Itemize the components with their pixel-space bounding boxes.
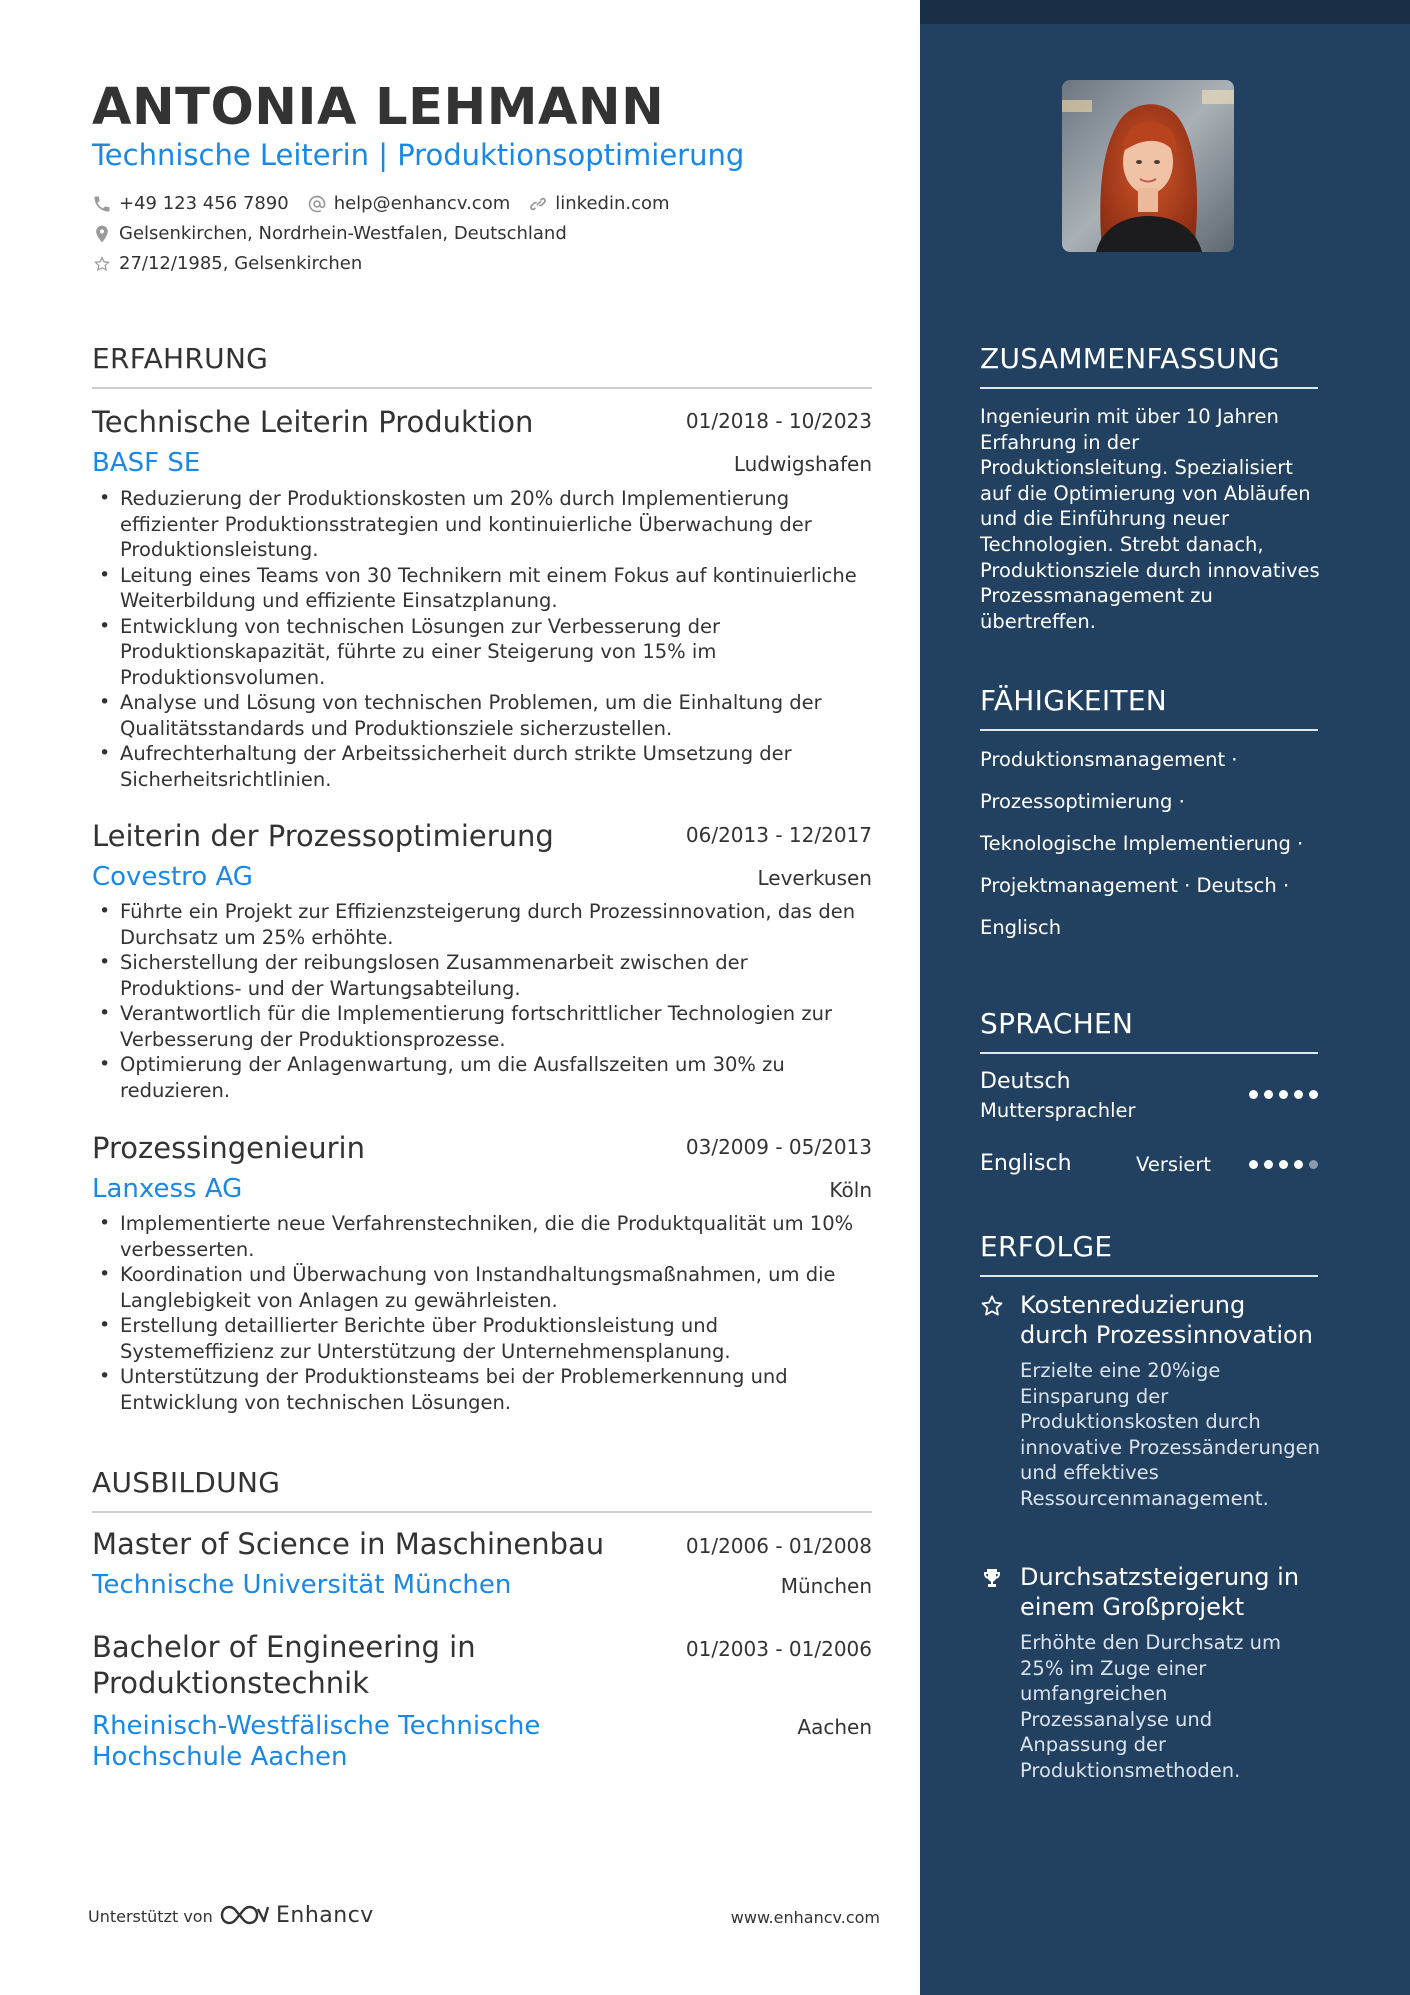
location-pin-icon — [92, 224, 112, 244]
skills-line: Englisch — [980, 916, 1062, 939]
rating-dot-filled — [1294, 1090, 1303, 1099]
job-company: Covestro AG — [92, 862, 253, 892]
skills-line: Teknologische Implementierung · — [980, 832, 1304, 855]
skills-line: Prozessoptimierung · — [980, 790, 1185, 813]
job-bullets — [92, 1211, 872, 1415]
sidebar-top-bar — [920, 0, 1410, 24]
education-title: AUSBILDUNG — [92, 1466, 281, 1499]
sidebar — [920, 0, 1410, 1995]
experience-title: ERFAHRUNG — [92, 342, 269, 375]
bullet-item: • Verantwortlich für die Implementierung fortschrittlicher Technologien zur Verbesserung der Produktionsprozesse. — [92, 1001, 872, 1052]
school-name-line-1: Rheinisch-Westfälische Technische — [92, 1711, 541, 1741]
bullet-item: • Aufrechterhaltung der Arbeitssicherheit durch strikte Umsetzung der Sicherheitsrichtlinien. — [92, 741, 872, 792]
job-dates: 03/2009 - 05/2013 — [685, 1135, 872, 1159]
footer-website[interactable]: www.enhancv.com — [730, 1908, 880, 1927]
enhancv-logo-icon — [218, 1900, 270, 1930]
rating-dot-filled — [1279, 1090, 1288, 1099]
job-bullets — [92, 899, 872, 1103]
location-text: Gelsenkirchen, Nordrhein-Westfalen, Deutschland — [119, 223, 567, 244]
summary-divider — [980, 387, 1318, 389]
contact-linkedin[interactable] — [528, 193, 669, 214]
achievements-title: ERFOLGE — [980, 1230, 1113, 1263]
powered-by-text: Unterstützt von — [88, 1907, 213, 1926]
rating-dot-filled — [1294, 1160, 1303, 1169]
rating-dot-filled — [1279, 1160, 1288, 1169]
candidate-headline: Technische Leiterin | Produktionsoptimierung — [92, 138, 745, 172]
bullet-item: • Koordination und Überwachung von Instandhaltungsmaßnahmen, um die Langlebigkeit von Anlagen zu gewährleisten. — [92, 1262, 872, 1313]
job-role: Leiterin der Prozessoptimierung — [92, 819, 554, 853]
languages-title: SPRACHEN — [980, 1007, 1134, 1040]
rating-dot-filled — [1309, 1090, 1318, 1099]
star-icon — [980, 1294, 1004, 1318]
language-level: Versiert — [1136, 1153, 1212, 1176]
languages-divider — [980, 1052, 1318, 1054]
language-rating — [1243, 1160, 1318, 1169]
birth-text: 27/12/1985, Gelsenkirchen — [119, 253, 363, 274]
bullet-item: • Erstellung detaillierter Berichte über Produktionsleistung und Systemeffizienz zur Unterstützung der Unternehmensplanung. — [92, 1313, 872, 1364]
contact-row-3 — [92, 253, 380, 274]
at-icon — [307, 194, 327, 214]
achievement-text: Erzielte eine 20%ige Einsparung der Produktionskosten durch innovative Prozessänderungen und effektives Ressourcenmanagement. — [1020, 1359, 1320, 1510]
school-name-line-2: Hochschule Aachen — [92, 1742, 348, 1772]
skills-title: FÄHIGKEITEN — [980, 684, 1168, 717]
bullet-item: • Implementierte neue Verfahrenstechniken, die die Produktqualität um 10% verbesserten. — [92, 1211, 872, 1262]
achievement-text: Erhöhte den Durchsatz um 25% im Zuge einer umfangreichen Prozessanalyse und Anpassung der Produktionsmethoden. — [1020, 1631, 1282, 1782]
degree-dates: 01/2003 - 01/2006 — [685, 1637, 872, 1661]
candidate-name: ANTONIA LEHMANN — [92, 78, 665, 137]
job-location: Köln — [829, 1178, 872, 1202]
rating-dot-filled — [1264, 1160, 1273, 1169]
trophy-icon — [980, 1566, 1004, 1590]
linkedin-text: linkedin.com — [555, 193, 670, 214]
email-text: help@enhancv.com — [333, 193, 511, 214]
achievements-divider — [980, 1275, 1318, 1277]
phone-text: +49 123 456 7890 — [119, 193, 289, 214]
enhancv-brand-text: Enhancv — [276, 1902, 374, 1928]
bullet-item: • Sicherstellung der reibungslosen Zusammenarbeit zwischen der Produktions- und der Wartungsabteilung. — [92, 950, 872, 1001]
achievement-title: Kostenreduzierung durch Prozessinnovation — [1020, 1291, 1313, 1349]
profile-photo — [1062, 80, 1234, 252]
degree-title: Master of Science in Maschinenbau — [92, 1527, 605, 1561]
job-bullets — [92, 486, 872, 792]
skills-divider — [980, 729, 1318, 731]
star-outline-icon — [92, 254, 112, 274]
job-company: BASF SE — [92, 448, 201, 478]
contact-location — [92, 223, 567, 244]
job-location: Leverkusen — [757, 866, 872, 890]
enhancv-logo[interactable] — [218, 1900, 374, 1930]
job-dates: 06/2013 - 12/2017 — [685, 823, 872, 847]
language-name: Englisch — [980, 1151, 1072, 1176]
rating-dot-empty — [1309, 1160, 1318, 1169]
language-name: Deutsch — [980, 1069, 1071, 1094]
degree-title-line-1: Bachelor of Engineering in — [92, 1630, 476, 1664]
bullet-item: • Optimierung der Anlagenwartung, um die Ausfallszeiten um 30% zu reduzieren. — [92, 1052, 872, 1103]
rating-dot-filled — [1249, 1090, 1258, 1099]
experience-divider — [92, 387, 872, 389]
language-level: Muttersprachler — [980, 1099, 1136, 1122]
degree-title-line-2: Produktionstechnik — [92, 1666, 370, 1700]
job-role: Technische Leiterin Produktion — [92, 405, 534, 439]
job-dates: 01/2018 - 10/2023 — [685, 409, 872, 433]
language-rating — [1243, 1090, 1318, 1099]
rating-dot-filled — [1264, 1090, 1273, 1099]
contact-email[interactable] — [307, 193, 511, 214]
skills-line: Produktionsmanagement · — [980, 748, 1238, 771]
degree-dates: 01/2006 - 01/2008 — [685, 1534, 872, 1558]
bullet-item: • Leitung eines Teams von 30 Technikern mit einem Fokus auf kontinuierliche Weiterbildung und effiziente Einsatzplanung. — [92, 563, 872, 614]
summary-title: ZUSAMMENFASSUNG — [980, 342, 1280, 375]
bullet-item: • Entwicklung von technischen Lösungen zur Verbesserung der Produktionskapazität, führte zu einer Steigerung von 15% im Produktionsvolumen. — [92, 614, 872, 691]
link-icon — [528, 194, 548, 214]
footer — [88, 1900, 880, 1940]
contact-row-1 — [92, 193, 688, 214]
job-role: Prozessingenieurin — [92, 1131, 365, 1165]
summary-text: Ingenieurin mit über 10 Jahren Erfahrung in der Produktionsleitung. Spezialisiert auf die Optimierung von Abläufen und die Einführung neuer Technologien. Strebt danach, Produktionsziele durch innovatives Prozessmanagement zu übertreffen. — [980, 405, 1320, 633]
bullet-item: • Unterstützung der Produktionsteams bei der Problemerkennung und Entwicklung von technischen Lösungen. — [92, 1364, 872, 1415]
education-divider — [92, 1511, 872, 1513]
school-location: München — [780, 1574, 872, 1598]
bullet-item: • Führte ein Projekt zur Effizienzsteigerung durch Prozessinnovation, das den Durchsatz um 25% erhöhte. — [92, 899, 872, 950]
bullet-item: • Reduzierung der Produktionskosten um 20% durch Implementierung effizienter Produktionsstrategien und kontinuierliche Überwachung der Produktionsleistung. — [92, 486, 872, 563]
school-name: Technische Universität München — [92, 1570, 512, 1600]
skills-line: Projektmanagement · Deutsch · — [980, 874, 1290, 897]
phone-icon — [92, 194, 112, 214]
achievement-title: Durchsatzsteigerung in einem Großprojekt — [1020, 1563, 1300, 1621]
contact-row-2 — [92, 223, 585, 244]
contact-phone — [92, 193, 289, 214]
school-location: Aachen — [797, 1715, 872, 1739]
contact-birth — [92, 253, 362, 274]
job-location: Ludwigshafen — [733, 452, 872, 476]
job-company: Lanxess AG — [92, 1174, 243, 1204]
rating-dot-filled — [1249, 1160, 1258, 1169]
bullet-item: • Analyse und Lösung von technischen Problemen, um die Einhaltung der Qualitätsstandards und Produktionsziele sicherzustellen. — [92, 690, 872, 741]
